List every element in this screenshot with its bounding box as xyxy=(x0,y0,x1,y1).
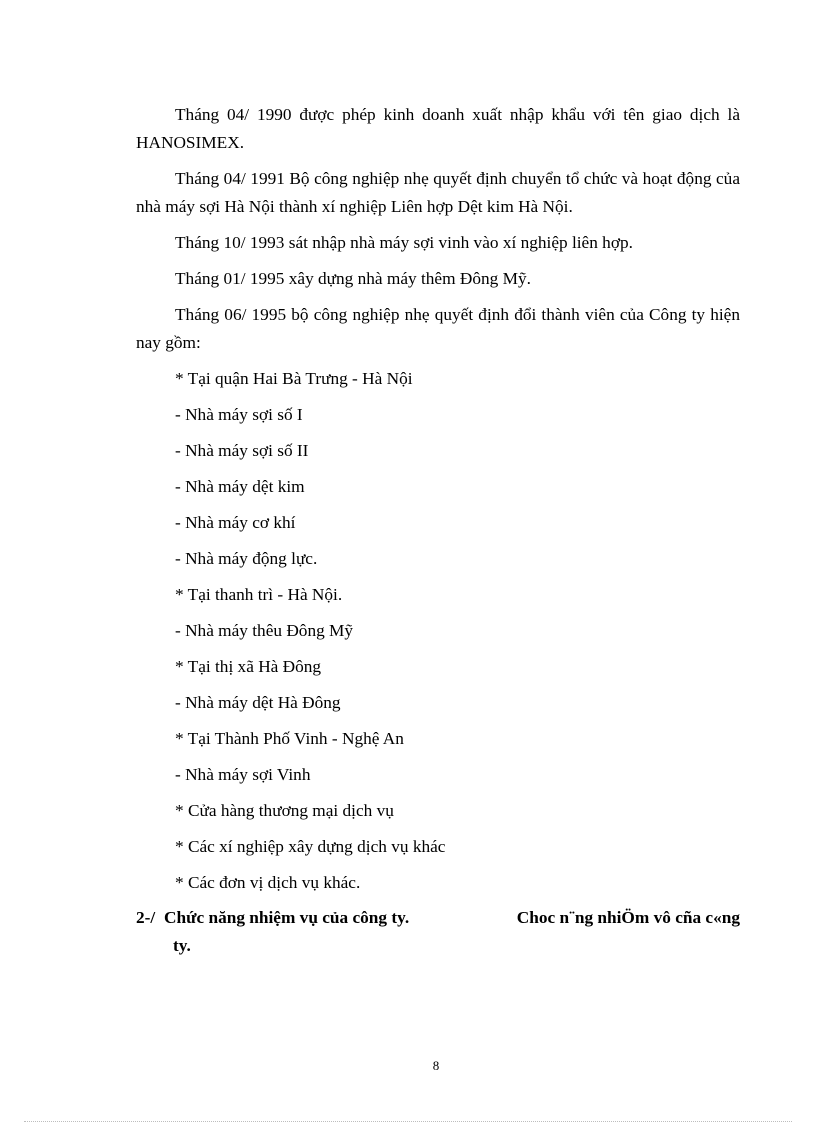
footer-divider xyxy=(24,1121,792,1122)
list-item: * Các xí nghiệp xây dựng dịch vụ khác xyxy=(175,837,446,856)
paragraph-1990: Tháng 04/ 1990 được phép kinh doanh xuất nhập khẩu với tên giao dịch là HANOSIMEX. xyxy=(136,105,740,152)
heading-title: Chức năng nhiệm vụ của công ty. xyxy=(164,908,410,927)
list-item: * Tại quận Hai Bà Trưng - Hà Nội xyxy=(175,369,413,388)
list-item: - Nhà máy dệt Hà Đông xyxy=(175,693,341,712)
heading-continuation: ty. xyxy=(173,936,191,955)
list-item: * Tại thanh trì - Hà Nội. xyxy=(175,585,343,604)
list-item: - Nhà máy sợi số II xyxy=(175,441,309,460)
paragraph-1991: Tháng 04/ 1991 Bộ công nghiệp nhẹ quyết định chuyển tổ chức và hoạt động của nhà máy sợi Hà Nội thành xí nghiệp Liên hợp Dệt kim Hà Nội. xyxy=(136,169,740,216)
list-item: - Nhà máy động lực. xyxy=(175,549,318,568)
list-item: - Nhà máy dệt kim xyxy=(175,477,305,496)
list-item: * Cửa hàng thương mại dịch vụ xyxy=(175,801,394,820)
list-item: - Nhà máy sợi số I xyxy=(175,405,303,424)
heading-number: 2-/ xyxy=(136,908,156,927)
list-item: - Nhà máy thêu Đông Mỹ xyxy=(175,621,354,640)
paragraph-1995-june: Tháng 06/ 1995 bộ công nghiệp nhẹ quyết định đổi thành viên của Công ty hiện nay gồm: xyxy=(136,305,740,352)
page-number: 8 xyxy=(432,1058,440,1073)
list-item: - Nhà máy cơ khí xyxy=(175,513,296,532)
heading-garbled-duplicate: Choc n¨ng nhiÖm vô cña c«ng xyxy=(516,908,740,927)
list-item: * Tại Thành Phố Vinh - Nghệ An xyxy=(175,729,404,748)
list-item: * Tại thị xã Hà Đông xyxy=(175,657,322,676)
list-item: - Nhà máy sợi Vinh xyxy=(175,765,311,784)
body-text xyxy=(136,101,740,905)
paragraph-1993: Tháng 10/ 1993 sát nhập nhà máy sợi vinh vào xí nghiệp liên hợp. xyxy=(175,233,633,252)
paragraph-1995-january: Tháng 01/ 1995 xây dựng nhà máy thêm Đông Mỹ. xyxy=(175,269,531,288)
list-item: * Các đơn vị dịch vụ khác. xyxy=(175,873,361,892)
